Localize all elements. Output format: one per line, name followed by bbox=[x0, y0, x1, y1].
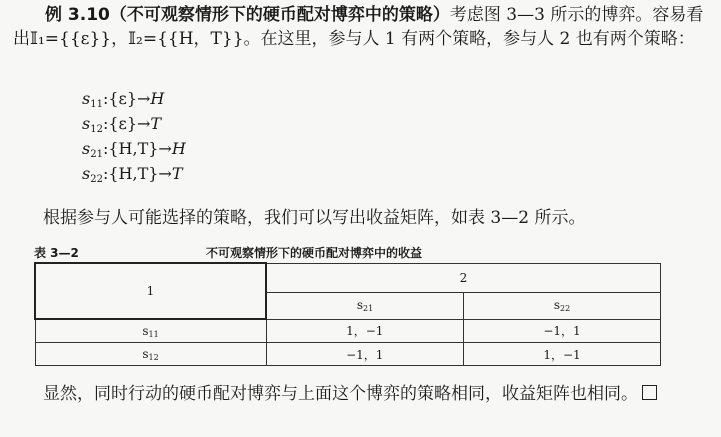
example-label: 例 3.10 bbox=[45, 5, 110, 25]
strategy-s12: $s_{12}:\{\varepsilon\}\to T$ bbox=[82, 114, 162, 135]
example-title: （不可观察情形下的硬币配对博弈中的策略） bbox=[109, 5, 450, 25]
example-paragraph bbox=[13, 3, 709, 51]
payoff-cell: 1，−1 bbox=[464, 343, 661, 366]
example-body: 考虑图 3—3 所示的博弈。容易看出𝕀₁={{ε}}，𝕀₂={{H，T}}。在这里，参与人 1 有两个策略，参与人 2 也有两个策略： bbox=[13, 5, 704, 49]
col-header-s22: s22 bbox=[464, 292, 661, 319]
payoff-cell: −1，1 bbox=[266, 343, 464, 366]
payoff-cell: 1，−1 bbox=[266, 319, 464, 343]
table-row bbox=[35, 319, 661, 343]
player2-header: 2 bbox=[266, 263, 661, 292]
payoff-intro: 根据参与人可能选择的策略，我们可以写出收益矩阵，如表 3—2 所示。 bbox=[43, 208, 586, 228]
col-header-s21: s21 bbox=[266, 292, 464, 319]
strategy-s22: $s_{22}:\{H,T\}\to T$ bbox=[82, 164, 183, 185]
row-header-s12: s12 bbox=[35, 343, 266, 366]
table-caption bbox=[34, 244, 694, 261]
table-label: 表 3—2 bbox=[34, 246, 79, 260]
payoff-table bbox=[34, 262, 661, 366]
table-title: 不可观察情形下的硬币配对博弈中的收益 bbox=[206, 246, 423, 260]
table-row bbox=[35, 343, 661, 366]
payoff-cell: −1，1 bbox=[464, 319, 661, 343]
player1-header: 1 bbox=[35, 263, 266, 319]
strategy-s11: $s_{11}:\{\varepsilon\}\to H$ bbox=[82, 89, 165, 110]
qed-box-icon bbox=[642, 385, 657, 400]
conclusion-paragraph: 显然，同时行动的硬币配对博弈与上面这个博弈的策略相同，收益矩阵也相同。 bbox=[13, 382, 721, 406]
row-header-s11: s11 bbox=[35, 319, 266, 343]
strategy-s21: $s_{21}:\{H,T\}\to H$ bbox=[82, 139, 186, 160]
